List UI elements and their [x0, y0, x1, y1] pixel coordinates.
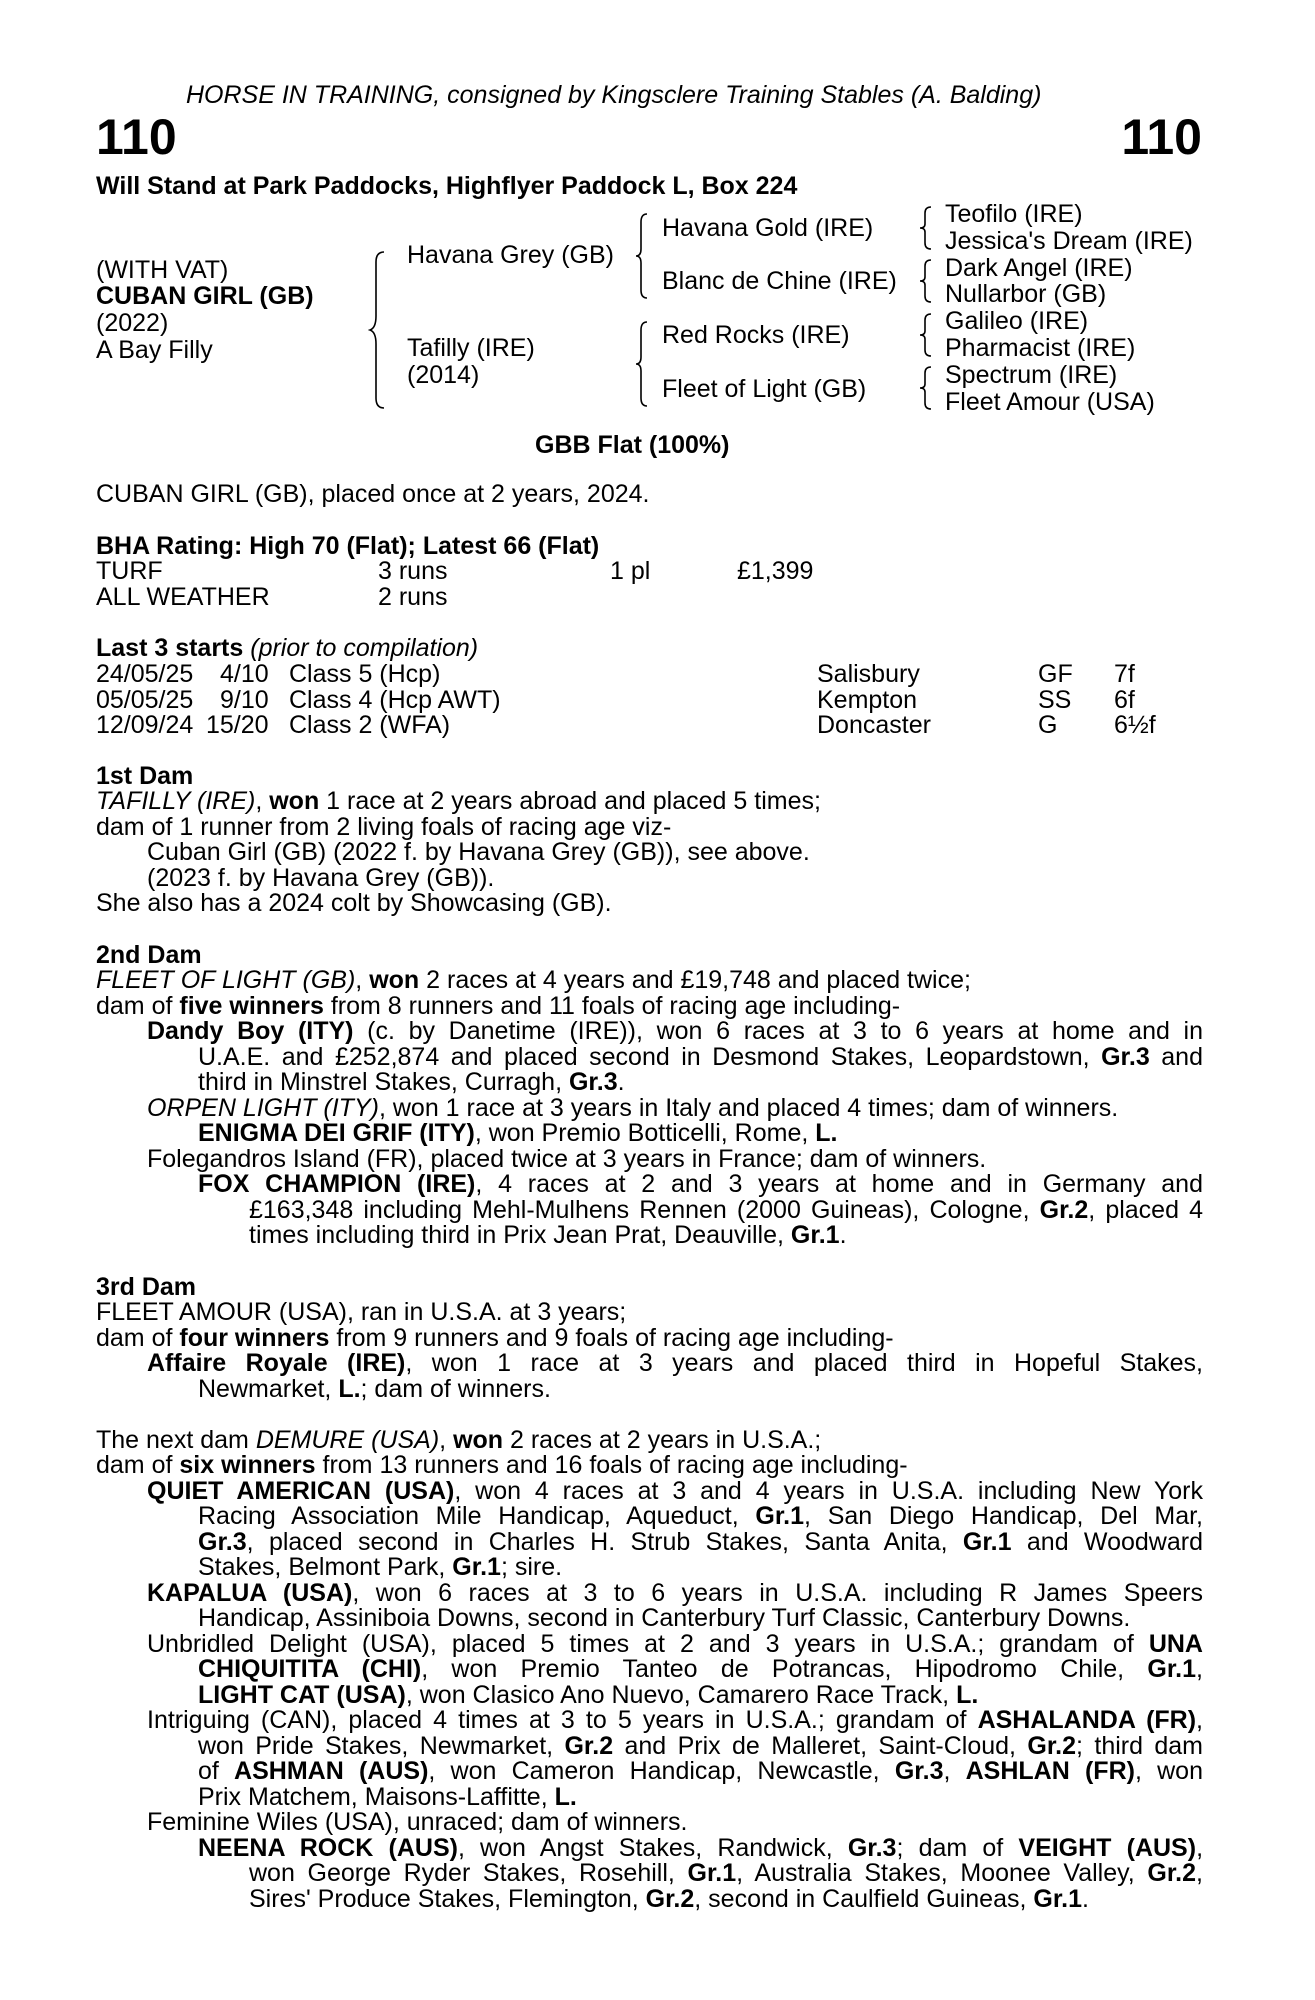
last3-heading [96, 636, 478, 662]
dam1-title: 1st Dam [96, 762, 194, 790]
pedigree-dam: Tafilly (IRE) [407, 334, 535, 362]
dam1-line: TAFILLY (IRE), won 1 race at 2 years abroad and placed 5 times; [96, 787, 821, 815]
dam2-line: dam of five winners from 8 runners and 11 foals of racing age including- [96, 992, 901, 1020]
pedigree-sire: Havana Grey (GB) [407, 241, 615, 269]
pedigree-dam-sire: Red Rocks (IRE) [662, 321, 850, 349]
pedigree-g5: Galileo (IRE) [945, 307, 1089, 335]
turf-label: TURF [96, 557, 163, 585]
produce-line: U.A.E. and £252,874 and placed second in Desmond Stakes, Leopardstown, Gr.3 and [198, 1043, 1203, 1071]
pedigree-g3: Dark Angel (IRE) [945, 254, 1133, 282]
produce-line: Prix Matchem, Maisons-Laffitte, L. [198, 1783, 577, 1811]
dam1-line: dam of 1 runner from 2 living foals of racing age viz- [96, 813, 672, 841]
produce-line: ENIGMA DEI GRIF (ITY), won Premio Botticelli, Rome, L. [198, 1119, 838, 1147]
stand-location: Will Stand at Park Paddocks, Highflyer Paddock L, Box 224 [96, 172, 798, 200]
produce-line: KAPALUA (USA), won 6 races at 3 to 6 years in U.S.A. including R James Speers [147, 1579, 1203, 1607]
produce-line: Racing Association Mile Handicap, Aqueduct, Gr.1, San Diego Handicap, Del Mar, [198, 1502, 1203, 1530]
start-going: G [1038, 711, 1058, 739]
pedigree-g6: Pharmacist (IRE) [945, 334, 1136, 362]
produce-line: ORPEN LIGHT (ITY), won 1 race at 3 years in Italy and placed 4 times; dam of winners. [147, 1094, 1119, 1122]
next-dam-line: dam of six winners from 13 runners and 16 foals of racing age including- [96, 1451, 908, 1479]
produce-line: £163,348 including Mehl-Mulhens Rennen (2000 Guineas), Cologne, Gr.2, placed 4 [249, 1196, 1203, 1224]
horse-description: A Bay Filly [96, 336, 213, 364]
pedigree-brace-dam [634, 320, 650, 408]
produce-line: CHIQUITITA (CHI), won Premio Tanteo de Potrancas, Hipodromo Chile, Gr.1, [198, 1655, 1203, 1683]
lot-number-left: 110 [96, 109, 177, 165]
start-going: SS [1038, 686, 1072, 714]
last3-title: Last 3 starts [96, 634, 244, 662]
pedigree-g4: Nullarbor (GB) [945, 280, 1107, 308]
start-course: Kempton [817, 686, 918, 714]
produce-line: Stakes, Belmont Park, Gr.1; sire. [198, 1553, 563, 1581]
aw-runs: 2 runs [378, 583, 448, 611]
dam3-line: dam of four winners from 9 runners and 9 foals of racing age including- [96, 1324, 894, 1352]
pedigree-brace-g3 [918, 312, 934, 358]
gbb-status: GBB Flat (100%) [535, 431, 730, 459]
dam1-produce: Cuban Girl (GB) (2022 f. by Havana Grey (GB)), see above. [147, 838, 810, 866]
produce-line: FOX CHAMPION (IRE), 4 races at 2 and 3 years at home and in Germany and [198, 1170, 1203, 1198]
aw-label: ALL WEATHER [96, 583, 270, 611]
produce-line: Folegandros Island (FR), placed twice at 3 years in France; dam of winners. [147, 1145, 987, 1173]
produce-line: times including third in Prix Jean Prat, Deauville, Gr.1. [249, 1221, 847, 1249]
start-course: Salisbury [817, 660, 920, 688]
start-position: 4/10 [220, 660, 269, 688]
produce-line: NEENA ROCK (AUS), won Angst Stakes, Randwick, Gr.3; dam of VEIGHT (AUS), [198, 1834, 1204, 1862]
vat-note: (WITH VAT) [96, 256, 229, 284]
start-date: 24/05/25 [96, 660, 194, 688]
dam3-title: 3rd Dam [96, 1273, 197, 1301]
pedigree-sire-dam: Blanc de Chine (IRE) [662, 267, 897, 295]
pedigree-dam-year: (2014) [407, 361, 480, 389]
pedigree-g2: Jessica's Dream (IRE) [945, 227, 1193, 255]
dam1-line: She also has a 2024 colt by Showcasing (GB). [96, 889, 612, 917]
produce-line: Gr.3, placed second in Charles H. Strub Stakes, Santa Anita, Gr.1 and Woodward [198, 1528, 1203, 1556]
start-position: 15/20 [206, 711, 269, 739]
bha-rating: BHA Rating: High 70 (Flat); Latest 66 (Flat) [96, 532, 600, 560]
pedigree-g7: Spectrum (IRE) [945, 361, 1118, 389]
race-summary: CUBAN GIRL (GB), placed once at 2 years, 2024. [96, 480, 650, 508]
produce-line: QUIET AMERICAN (USA), won 4 races at 3 and 4 years in U.S.A. including New York [147, 1477, 1203, 1505]
start-class: Class 2 (WFA) [289, 711, 451, 739]
produce-line: Newmarket, L.; dam of winners. [198, 1375, 551, 1403]
horse-name: CUBAN GIRL (GB) [96, 282, 314, 310]
start-class: Class 4 (Hcp AWT) [289, 686, 501, 714]
pedigree-g8: Fleet Amour (USA) [945, 388, 1155, 416]
produce-line: Sires' Produce Stakes, Flemington, Gr.2, second in Caulfield Guineas, Gr.1. [249, 1885, 1089, 1913]
start-position: 9/10 [220, 686, 269, 714]
turf-prize: £1,399 [737, 557, 814, 585]
dam2-title: 2nd Dam [96, 941, 202, 969]
produce-line: won Pride Stakes, Newmarket, Gr.2 and Prix de Malleret, Saint-Cloud, Gr.2; third dam [198, 1732, 1204, 1760]
pedigree-sire-sire: Havana Gold (IRE) [662, 214, 874, 242]
pedigree-brace-g1 [918, 205, 934, 251]
start-distance: 6½f [1114, 711, 1156, 739]
dam2-line: FLEET OF LIGHT (GB), won 2 races at 4 years and £19,748 and placed twice; [96, 966, 971, 994]
produce-line: Dandy Boy (ITY) (c. by Danetime (IRE)), won 6 races at 3 to 6 years at home and in [147, 1017, 1203, 1045]
produce-line: won George Ryder Stakes, Rosehill, Gr.1, Australia Stakes, Moonee Valley, Gr.2, [249, 1859, 1203, 1887]
start-distance: 6f [1114, 686, 1135, 714]
produce-line: Intriguing (CAN), placed 4 times at 3 to 5 years in U.S.A.; grandam of ASHALANDA (FR), [147, 1706, 1203, 1734]
turf-runs: 3 runs [378, 557, 448, 585]
dam1-produce: (2023 f. by Havana Grey (GB)). [147, 864, 495, 892]
start-course: Doncaster [817, 711, 931, 739]
next-dam-line: The next dam DEMURE (USA), won 2 races at 2 years in U.S.A.; [96, 1426, 822, 1454]
produce-line: Handicap, Assiniboia Downs, second in Canterbury Turf Classic, Canterbury Downs. [198, 1604, 1131, 1632]
dam3-line: FLEET AMOUR (USA), ran in U.S.A. at 3 years; [96, 1298, 627, 1326]
horse-year: (2022) [96, 309, 169, 337]
lot-number-right: 110 [1121, 109, 1202, 165]
pedigree-brace-g2 [918, 258, 934, 304]
start-class: Class 5 (Hcp) [289, 660, 441, 688]
pedigree-brace-sire [634, 212, 650, 300]
produce-line: Unbridled Delight (USA), placed 5 times at 2 and 3 years in U.S.A.; grandam of UNA [147, 1630, 1203, 1658]
pedigree-dam-dam: Fleet of Light (GB) [662, 375, 867, 403]
pedigree-brace-main [368, 250, 388, 410]
produce-line: Feminine Wiles (USA), unraced; dam of winners. [147, 1808, 688, 1836]
start-going: GF [1038, 660, 1073, 688]
start-date: 12/09/24 [96, 711, 194, 739]
produce-line: of ASHMAN (AUS), won Cameron Handicap, Newcastle, Gr.3, ASHLAN (FR), won [198, 1757, 1203, 1785]
start-date: 05/05/25 [96, 686, 194, 714]
turf-placed: 1 pl [610, 557, 651, 585]
produce-line: third in Minstrel Stakes, Curragh, Gr.3. [198, 1068, 625, 1096]
last3-note: (prior to compilation) [250, 634, 479, 662]
pedigree-g1: Teofilo (IRE) [945, 200, 1083, 228]
produce-line: Affaire Royale (IRE), won 1 race at 3 years and placed third in Hopeful Stakes, [147, 1349, 1203, 1377]
pedigree-brace-g4 [918, 365, 934, 411]
catalogue-header: HORSE IN TRAINING, consigned by Kingsclere Training Stables (A. Balding) [186, 81, 1042, 109]
produce-line: LIGHT CAT (USA), won Clasico Ano Nuevo, Camarero Race Track, L. [198, 1681, 979, 1709]
start-distance: 7f [1114, 660, 1135, 688]
